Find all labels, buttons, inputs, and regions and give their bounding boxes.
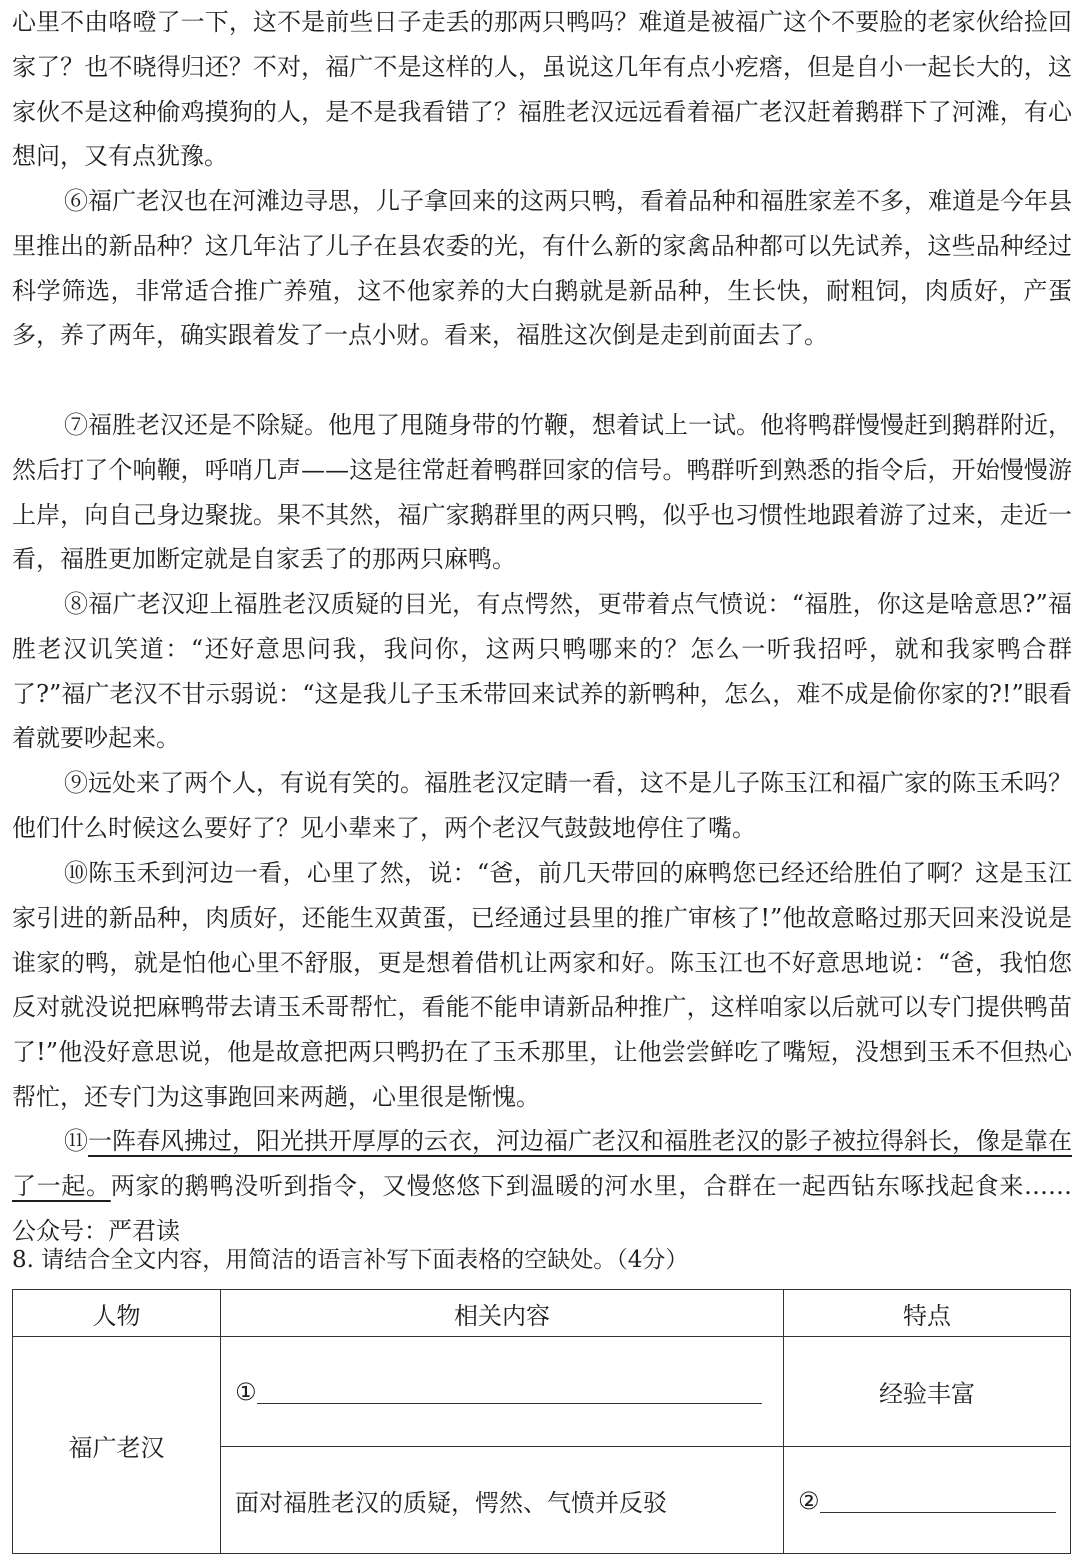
passage-paragraph-8: ⑧福广老汉迎上福胜老汉质疑的目光，有点愕然，更带着点气愤说：“福胜，你这是啥意思?”福胜老汉讥笑道：“还好意思问我，我问你，这两只鸭哪来的？怎么一听我招呼，就和我家鸭合群了?”福广老汉不甘示弱说：“这是我儿子玉禾带回来试养的新鸭种，怎么，难不成是偷你家的?!”眼看着就要吵起来。 bbox=[12, 590, 1072, 753]
paragraph-rest: 两家的鹅鸭没听到指令，又慢悠悠下到温暖的河水里，合群在一起西钻东啄找起食来…… 公众号：严君读 bbox=[12, 1171, 1072, 1245]
answer-blank-1[interactable] bbox=[257, 1377, 762, 1404]
header-trait: 特点 bbox=[784, 1290, 1071, 1337]
answer-table bbox=[12, 1289, 1071, 1554]
passage-paragraph-6: ⑥福广老汉也在河滩边寻思，儿子拿回来的这两只鸭，看着品种和福胜家差不多，难道是今年县里推出的新品种？这几年沾了儿子在县农委的光，有什么新的家禽品种都可以先试养，这些品种经过科学筛选，非常适合推广养殖，这不他家养的大白鹅就是新品种，生长快，耐粗饲，肉质好，产蛋多，养了两年，确实跟着发了一点小财。看来，福胜这次倒是走到前面去了。 bbox=[12, 187, 1072, 350]
content-cell-1 bbox=[221, 1337, 784, 1447]
passage-paragraph-9: ⑨远处来了两个人，有说有笑的。福胜老汉定睛一看，这不是儿子陈玉江和福广家的陈玉禾吗？他们什么时候这么要好了？见小辈来了，两个老汉气鼓鼓地停住了嘴。 bbox=[12, 769, 1072, 842]
trait-cell-2 bbox=[784, 1447, 1071, 1554]
underlined-sentence: 一阵春风拂过，阳光拱开厚厚的云衣，河边福广老汉和福胜老汉的影子被拉得斜长，像是靠在了一起。 bbox=[12, 1127, 1072, 1200]
trait-cell-1: 经验丰富 bbox=[784, 1337, 1071, 1447]
paragraph-number: ⑪ bbox=[64, 1127, 88, 1155]
content-cell-2: 面对福胜老汉的质疑，愕然、气愤并反驳 bbox=[221, 1447, 784, 1554]
person-cell: 福广老汉 bbox=[13, 1337, 221, 1554]
table-row bbox=[13, 1337, 1071, 1447]
passage-paragraph-10: ⑩陈玉禾到河边一看，心里了然，说：“爸，前几天带回的麻鸭您已经还给胜伯了啊？这是玉江家引进的新品种，肉质好，还能生双黄蛋，已经通过县里的推广审核了!”他故意略过那天回来没说是谁家的鸭，就是怕他心里不舒服，更是想着借机让两家和好。陈玉江也不好意思地说：“爸，我怕您反对就没说把麻鸭带去请玉禾哥帮忙，看能不能申请新品种推广，这样咱家以后就可以专门提供鸭苗了!”他没好意思说，他是故意把两只鸭扔在了玉禾那里，让他尝尝鲜吃了嘴短，没想到玉禾不但热心帮忙，还专门为这事跑回来两趟，心里很是惭愧。 bbox=[12, 859, 1072, 1111]
passage-paragraph-7: ⑦福胜老汉还是不除疑。他甩了甩随身带的竹鞭，想着试上一试。他将鸭群慢慢赶到鹅群附近，然后打了个响鞭，呼哨几声——这是往常赶着鸭群回家的信号。鸭群听到熟悉的指令后，开始慢慢游上岸，向自己身边聚拢。果不其然，福广家鹅群里的两只鸭，似乎也习惯性地跟着游了过来，走近一看，福胜更加断定就是自家丢了的那两只麻鸭。 bbox=[12, 411, 1072, 574]
blank-marker-1: ① bbox=[235, 1378, 257, 1406]
question-8: 8. 请结合全文内容，用简洁的语言补写下面表格的空缺处。（4分） bbox=[12, 1247, 689, 1273]
table-header-row bbox=[13, 1290, 1071, 1337]
header-content: 相关内容 bbox=[221, 1290, 784, 1337]
passage-paragraph-11 bbox=[12, 1119, 1072, 1253]
header-person: 人物 bbox=[13, 1290, 221, 1337]
blank-marker-2: ② bbox=[798, 1486, 820, 1515]
answer-blank-2[interactable] bbox=[820, 1486, 1056, 1513]
passage-paragraph-continued: 心里不由咯噔了一下，这不是前些日子走丢的那两只鸭吗？难道是被福广这个不要脸的老家伙给捡回家了？也不晓得归还？不对，福广不是这样的人，虽说这几年有点小疙瘩，但是自小一起长大的，这家伙不是这种偷鸡摸狗的人，是不是我看错了？福胜老汉远远看着福广老汉赶着鹅群下了河滩，有心想问，又有点犹豫。 bbox=[12, 8, 1072, 171]
